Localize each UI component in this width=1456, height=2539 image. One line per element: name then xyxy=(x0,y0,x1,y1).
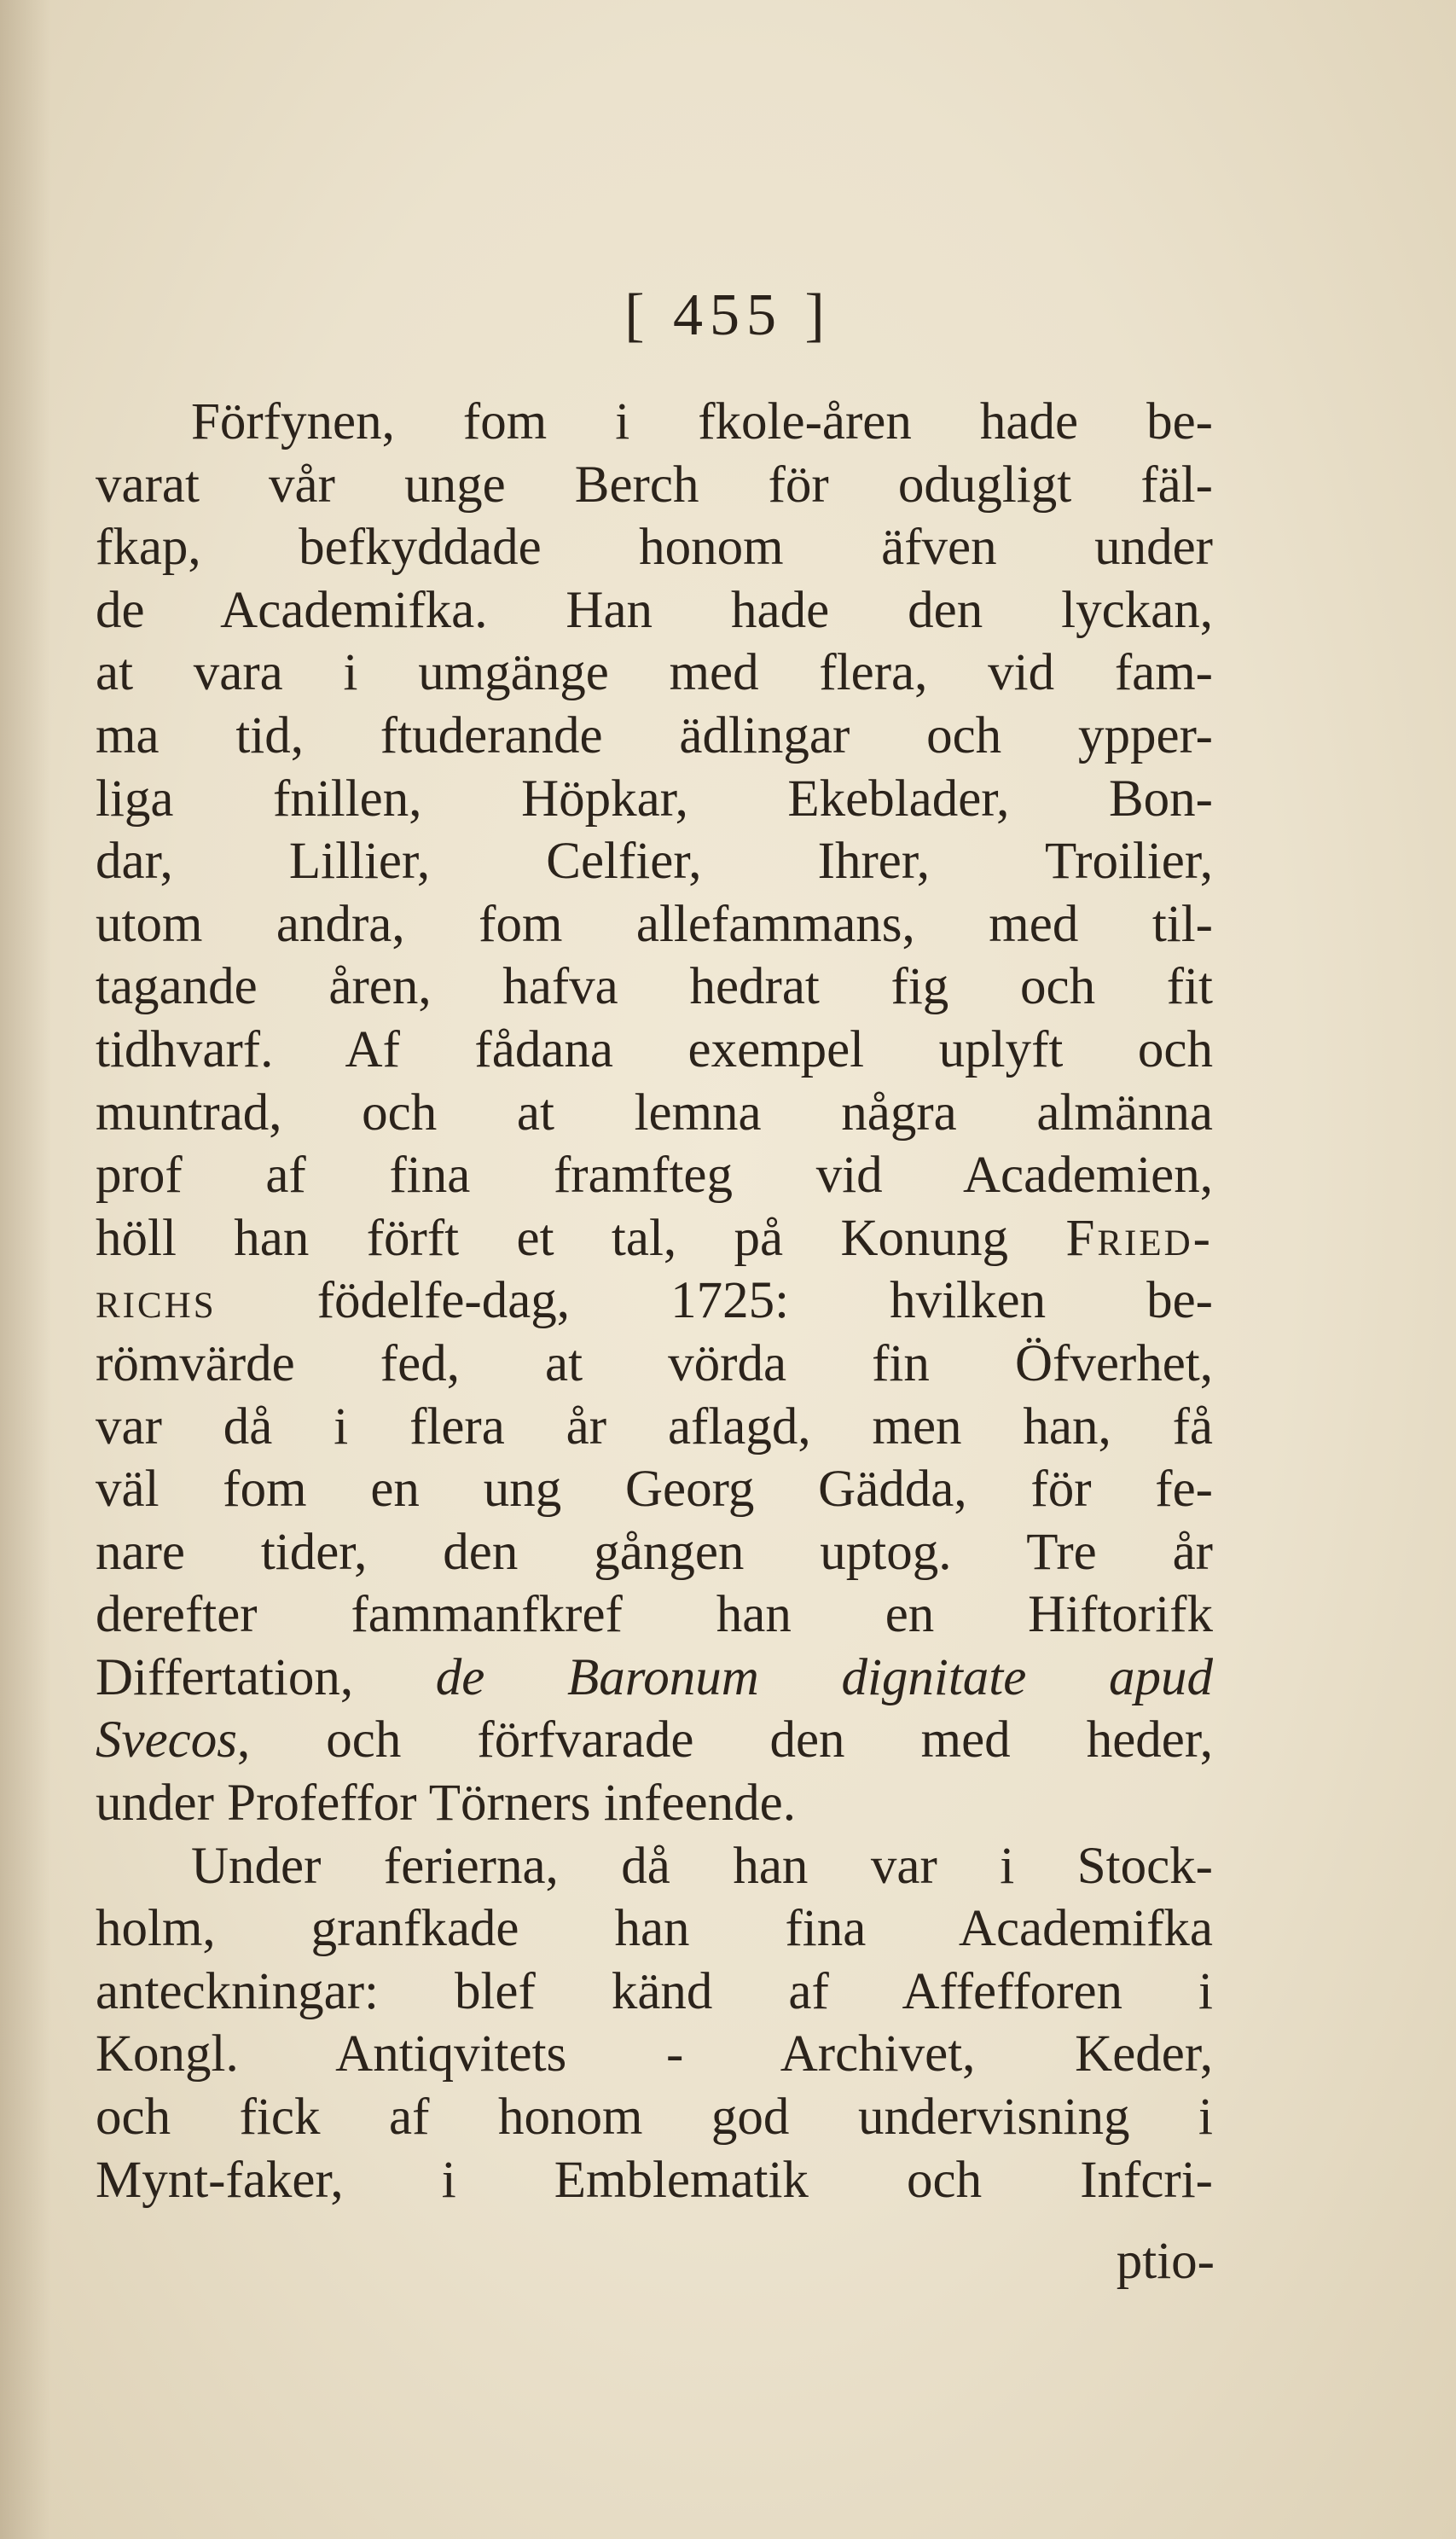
text-run: , och förfvarade den med heder, xyxy=(236,1711,1213,1769)
spine-shadow xyxy=(0,0,51,2539)
text-line: Kongl. Antiqvitets - Archivet, Keder, xyxy=(96,2025,1213,2083)
text-line: utom andra, fom allefammans, med til- xyxy=(96,895,1213,953)
text-line: fkap, befkyddade honom äfven under xyxy=(96,519,1213,577)
text-line: och fick af honom god undervisning i xyxy=(96,2089,1213,2147)
text-line: tidhvarf. Af fådana exempel uplyft och xyxy=(96,1020,1213,1078)
text-line: dar, Lillier, Celfier, Ihrer, Troilier, xyxy=(96,833,1213,891)
text-line: väl fom en ung Georg Gädda, för fe- xyxy=(96,1461,1213,1519)
text-line xyxy=(96,1709,1213,1772)
small-caps-name: Fried- xyxy=(1065,1209,1213,1267)
text-line: ma tid, ftuderande ädlingar och ypper- xyxy=(96,706,1213,764)
text-line: anteckningar: blef känd af Affefforen i xyxy=(96,1962,1213,2020)
text-line: at vara i umgänge med flera, vid fam- xyxy=(96,644,1213,702)
page-number: [ 455 ] xyxy=(624,282,832,348)
text-line xyxy=(96,1207,1213,1270)
text-line: Förfynen, fom i fkole-åren hade be- xyxy=(191,393,1213,450)
text-line: holm, granfkade han fina Academifka xyxy=(96,1900,1213,1958)
text-run: födelfe-dag, 1725: hvilken be- xyxy=(216,1272,1213,1330)
text-line: muntrad, och at lemna några almänna xyxy=(96,1084,1213,1142)
text-line: liga fnillen, Höpkar, Ekeblader, Bon- xyxy=(96,770,1213,828)
text-run: Differtation, xyxy=(96,1648,436,1706)
text-line: Under ferierna, då han var i Stock- xyxy=(191,1837,1213,1895)
text-line: under Profeffor Törners infeende. xyxy=(96,1775,796,1833)
catchword: ptio- xyxy=(1116,2233,1215,2290)
text-line: var då i flera år aflagd, men han, få xyxy=(96,1397,1213,1455)
text-line xyxy=(96,1270,1213,1333)
page-body xyxy=(96,391,1213,2211)
text-line: derefter fammanfkref han en Hiftorifk xyxy=(96,1586,1213,1644)
text-line: varat vår unge Berch för odugligt fäl- xyxy=(96,456,1213,514)
text-line: römvärde fed, at vörda fin Öfverhet, xyxy=(96,1334,1213,1392)
text-line: tagande åren, hafva hedrat fig och fit xyxy=(96,958,1213,1016)
text-line: Mynt-faker, i Emblematik och Infcri- xyxy=(96,2151,1213,2209)
text-run: höll han förft et tal, på Konung xyxy=(96,1209,1066,1267)
italic-title: de Baronum dignitate apud xyxy=(435,1648,1213,1706)
text-line: de Academifka. Han hade den lyckan, xyxy=(96,581,1213,639)
text-line: nare tider, den gången uptog. Tre år xyxy=(96,1523,1213,1581)
italic-title: Svecos xyxy=(96,1711,237,1769)
text-line: prof af fina framfteg vid Academien, xyxy=(96,1147,1213,1205)
text-line xyxy=(96,1647,1213,1710)
small-caps-name: richs xyxy=(96,1272,217,1330)
